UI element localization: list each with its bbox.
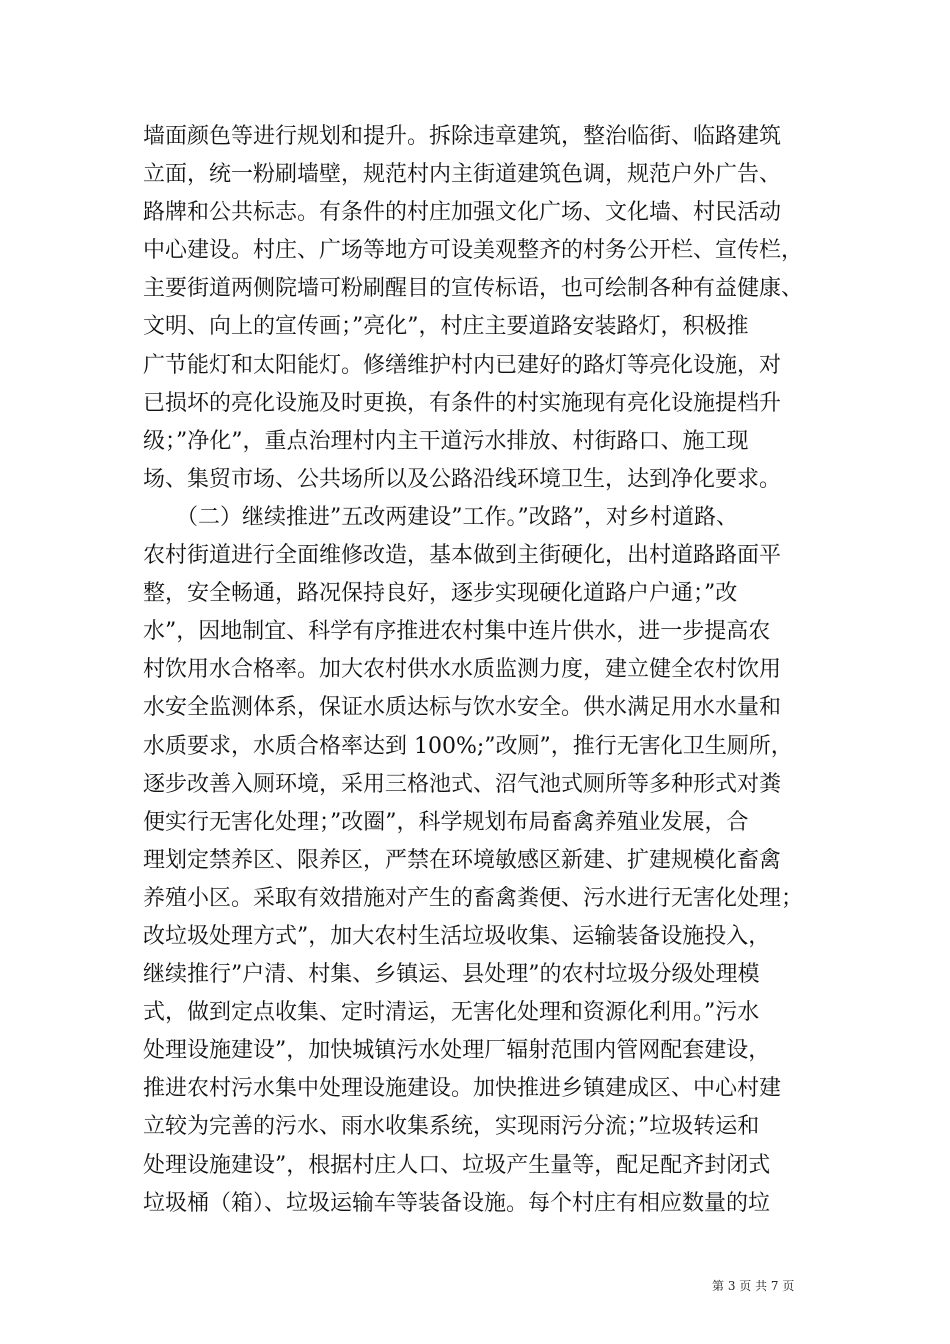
text-line: 场、集贸市场、公共场所以及公路沿线环境卫生，达到净化要求。 [143, 466, 782, 492]
text-line: 整，安全畅通，路况保持良好，逐步实现硬化道路户户通；”改 [143, 581, 738, 607]
text-line: 继续推行”户清、村集、乡镇运、县处理”的农村垃圾分级处理模 [143, 962, 760, 988]
text-line: 主要街道两侧院墙可粉刷醒目的宣传标语，也可绘制各种有益健康、 [143, 276, 804, 302]
text-line: 级；”净化”，重点治理村内主干道污水排放、村街路口、施工现 [143, 428, 749, 454]
page-number-footer: 第 3 页 共 7 页 [712, 1279, 795, 1293]
text-line: 垃圾桶（箱）、垃圾运输车等装备设施。每个村庄有相应数量的垃 [143, 1190, 771, 1216]
text-line: 广节能灯和太阳能灯。修缮维护村内已建好的路灯等亮化设施，对 [143, 352, 782, 378]
text-line: 已损坏的亮化设施及时更换，有条件的村实施现有亮化设施提档升 [143, 390, 782, 416]
text-line: 理划定禁养区、限养区，严禁在环境敏感区新建、扩建规模化畜禽 [143, 847, 782, 873]
text-line: 立较为完善的污水、雨水收集系统，实现雨污分流；”垃圾转运和 [143, 1114, 760, 1140]
text-line: 处理设施建设”，根据村庄人口、垃圾产生量等，配足配齐封闭式 [143, 1152, 771, 1178]
text-line: （二）继续推进”五改两建设”工作。”改路”，对乡村道路、 [143, 504, 738, 530]
text-line: 养殖小区。采取有效措施对产生的畜禽粪便、污水进行无害化处理； [143, 885, 804, 911]
text-line: 路牌和公共标志。有条件的村庄加强文化广场、文化墙、村民活动 [143, 200, 782, 226]
text-line: 逐步改善入厕环境，采用三格池式、沼气池式厕所等多种形式对粪 [143, 771, 782, 797]
text-line: 中心建设。村庄、广场等地方可设美观整齐的村务公开栏、宣传栏， [143, 238, 804, 264]
text-line: 村饮用水合格率。加大农村供水水质监测力度，建立健全农村饮用 [143, 657, 782, 683]
text-line: 农村街道进行全面维修改造，基本做到主街硬化，出村道路路面平 [143, 543, 782, 569]
text-line: 立面，统一粉刷墙壁，规范村内主街道建筑色调，规范户外广告、 [143, 162, 782, 188]
document-body [143, 118, 813, 1223]
text-line: 墙面颜色等进行规划和提升。拆除违章建筑，整治临街、临路建筑 [143, 124, 782, 149]
text-line: 便实行无害化处理；”改圈”，科学规划布局畜禽养殖业发展，合 [143, 809, 749, 835]
text-line: 水”，因地制宜、科学有序推进农村集中连片供水，进一步提高农 [143, 619, 771, 645]
text-line: 改垃圾处理方式”，加大农村生活垃圾收集、运输装备设施投入， [143, 923, 771, 949]
text-line: 处理设施建设”，加快城镇污水处理厂辐射范围内管网配套建设， [143, 1038, 771, 1064]
text-line: 推进农村污水集中处理设施建设。加快推进乡镇建成区、中心村建 [143, 1076, 782, 1102]
text-line: 水质要求，水质合格率达到 100%;”改厕”，推行无害化卫生厕所， [143, 733, 793, 759]
text-line: 文明、向上的宣传画；”亮化”，村庄主要道路安装路灯，积极推 [143, 314, 749, 340]
text-line: 水安全监测体系，保证水质达标与饮水安全。供水满足用水水量和 [143, 695, 782, 721]
text-line: 式，做到定点收集、定时清运，无害化处理和资源化利用。”污水 [143, 1000, 760, 1026]
